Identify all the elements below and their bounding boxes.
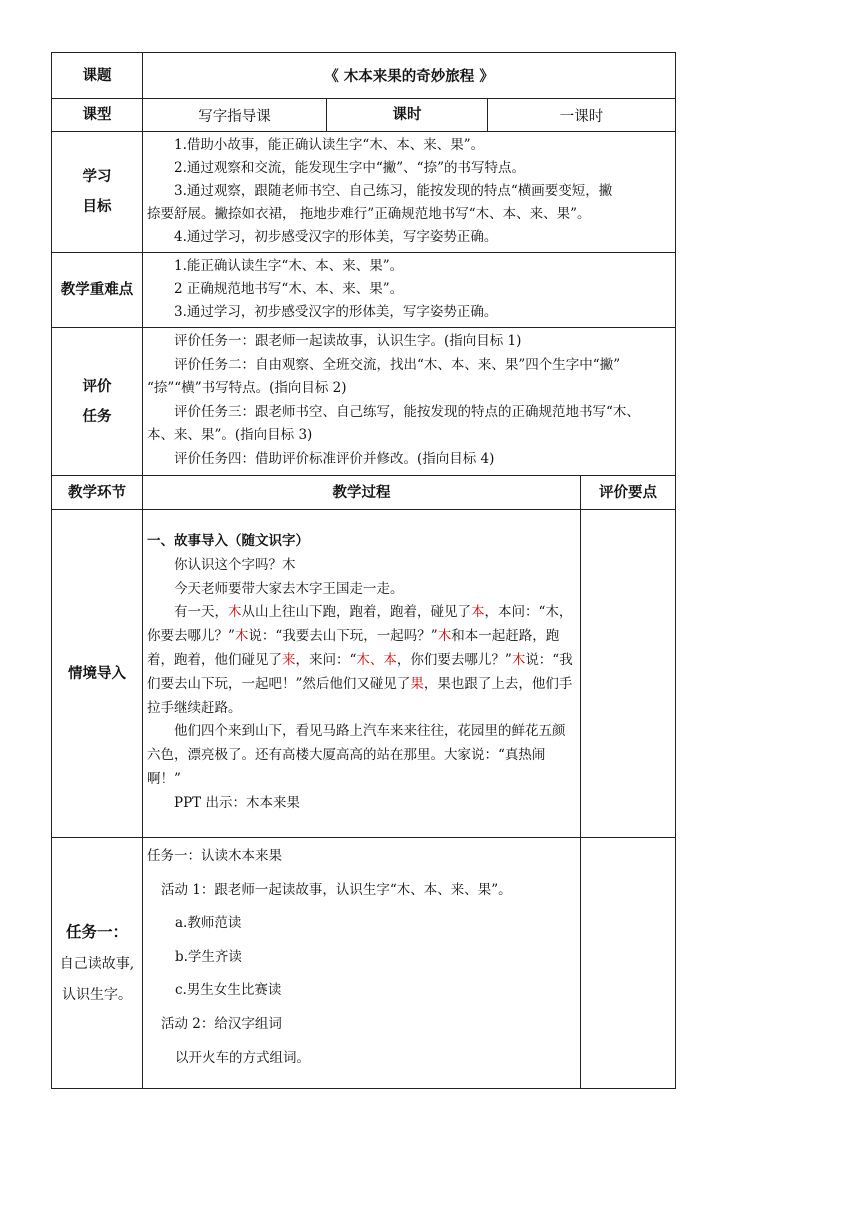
points-header: 评价要点	[581, 476, 676, 510]
evaluation-row	[52, 328, 676, 476]
highlight-char: 木、本	[356, 651, 397, 668]
objectives-label	[52, 132, 143, 253]
objective-item: 3.通过观察，跟随老师书空、自己练习，能按发现的特点“横画要变短，撇	[174, 183, 613, 199]
intro-paragraph: 今天老师要带大家去木字王国走一走。	[174, 580, 404, 597]
objective-item: 1.借助小故事，能正确认读生字“木、本、来、果”。	[174, 137, 485, 153]
type-label: 课型	[52, 99, 143, 132]
story-text: 和本一起赶路，跑着，跑着，他们碰见了	[147, 628, 560, 668]
objectives-content	[143, 132, 676, 253]
story-text: ，果也跟了上去，他们手拉手继续赶路。	[147, 675, 573, 716]
evaluation-item: 本、来、果”。(指向目标 3)	[147, 427, 313, 444]
phase-header: 教学环节	[52, 476, 143, 510]
objective-item: 4.通过学习，初步感受汉字的形体美，写字姿势正确。	[174, 229, 498, 245]
task1-row	[52, 838, 676, 1089]
highlight-char: 木	[228, 604, 242, 621]
story-text: 有一天，	[174, 604, 228, 621]
keypoints-content	[143, 253, 676, 328]
story-text: ，你们要去哪儿？”	[396, 651, 512, 668]
objective-item: 捺要舒展。撇捺如衣裙， 拖地步难行”正确规范地书写“木、本、来、果”。	[147, 206, 591, 222]
evaluation-item: 评价任务三：跟老师书空、自己练写，能按发现的特点的正确规范地书写“木、	[174, 403, 640, 420]
evaluation-content	[143, 328, 676, 476]
type-value: 写字指导课	[143, 99, 327, 132]
task1-label-sub: 认识生字。	[62, 987, 132, 1003]
topic-label: 课题	[52, 53, 143, 99]
objective-item: 2.通过观察和交流，能发现生字中“撇”、“捺”的书写特点。	[174, 160, 525, 176]
story-paragraph	[147, 601, 578, 720]
evaluation-item: “捺”“横”书写特点。(指向目标 2)	[147, 380, 347, 397]
task1-points	[581, 838, 676, 1089]
task1-activity: 活动 2：给汉字组词	[161, 1015, 282, 1032]
highlight-char: 来	[282, 651, 296, 668]
highlight-char: 木	[234, 628, 249, 645]
evaluation-label-line2: 任务	[82, 408, 112, 425]
task1-label-title: 任务一：	[65, 923, 128, 941]
highlight-char: 果	[410, 675, 424, 692]
keypoints-label: 教学重难点	[52, 253, 143, 328]
type-row	[52, 99, 676, 132]
column-header-row	[52, 476, 676, 510]
objectives-label-line2: 目标	[82, 199, 112, 215]
task1-label	[52, 838, 143, 1089]
evaluation-item: 评价任务一：跟老师一起读故事，认识生字。(指向目标 1)	[174, 333, 522, 349]
hours-label: 课时	[327, 99, 488, 132]
topic-value: 《 木本来果的奇妙旅程 》	[143, 53, 676, 99]
task1-step: a.教师范读	[175, 915, 242, 932]
intro-heading: 一、故事导入（随文识字）	[147, 533, 309, 549]
evaluation-label	[52, 328, 143, 476]
task1-content	[143, 838, 581, 1089]
lesson-plan-table	[51, 52, 676, 1089]
story-text: 说：“我们要去山下玩，一起吧！”然后他们又碰见了	[147, 651, 573, 692]
intro-row	[52, 510, 676, 838]
objectives-row	[52, 132, 676, 253]
intro-content	[143, 510, 581, 838]
story-text: 从山上往山下跑，跑着，跑着，碰见了	[241, 604, 471, 621]
story-text: ，来问：“	[295, 651, 357, 668]
evaluation-item: 评价任务二：自由观察、全班交流，找出“木、本、来、果”四个生字中“撇”	[174, 356, 621, 373]
keypoint-item: 3.通过学习，初步感受汉字的形体美，写字姿势正确。	[174, 304, 498, 320]
keypoint-item: 1.能正确认读生字“木、本、来、果”。	[174, 258, 404, 274]
task1-step: 以开火车的方式组词。	[175, 1049, 310, 1066]
highlight-char: 木	[511, 651, 526, 668]
objectives-label-line1: 学习	[82, 169, 112, 185]
process-header: 教学过程	[143, 476, 581, 510]
task1-step: c.男生女生比赛读	[175, 982, 282, 999]
keypoints-row	[52, 253, 676, 328]
intro-label: 情境导入	[52, 510, 143, 838]
topic-row	[52, 53, 676, 99]
highlight-char: 本	[471, 604, 485, 621]
task1-step: b.学生齐读	[175, 948, 242, 965]
hours-value: 一课时	[488, 99, 676, 132]
intro-paragraph: 他们四个来到山下，看见马路上汽车来来往往，花园里的鲜花五颜六色，漂亮极了。还有高楼大厦高高的站在那里。大家说：“真热闹啊！”	[147, 723, 566, 787]
evaluation-label-line1: 评价	[82, 378, 112, 395]
task1-title: 任务一：认读木本来果	[147, 848, 282, 864]
intro-points	[581, 510, 676, 838]
intro-paragraph: PPT 出示：木本来果	[174, 794, 300, 811]
intro-paragraph: 你认识这个字吗？木	[174, 556, 296, 573]
story-text: 说：“我要去山下玩，一起吗？”	[248, 628, 438, 645]
evaluation-item: 评价任务四：借助评价标准评价并修改。(指向目标 4)	[174, 450, 495, 467]
story-text: ，本问：“木，你要去哪儿？”	[147, 604, 573, 645]
task1-label-sub: 自己读故事,	[59, 956, 135, 972]
task1-activity: 活动 1：跟老师一起读故事，认识生字“木、本、来、果”。	[161, 881, 512, 898]
keypoint-item: 2 正确规范地书写“木、本、来、果”。	[174, 281, 404, 297]
highlight-char: 木	[437, 628, 452, 645]
